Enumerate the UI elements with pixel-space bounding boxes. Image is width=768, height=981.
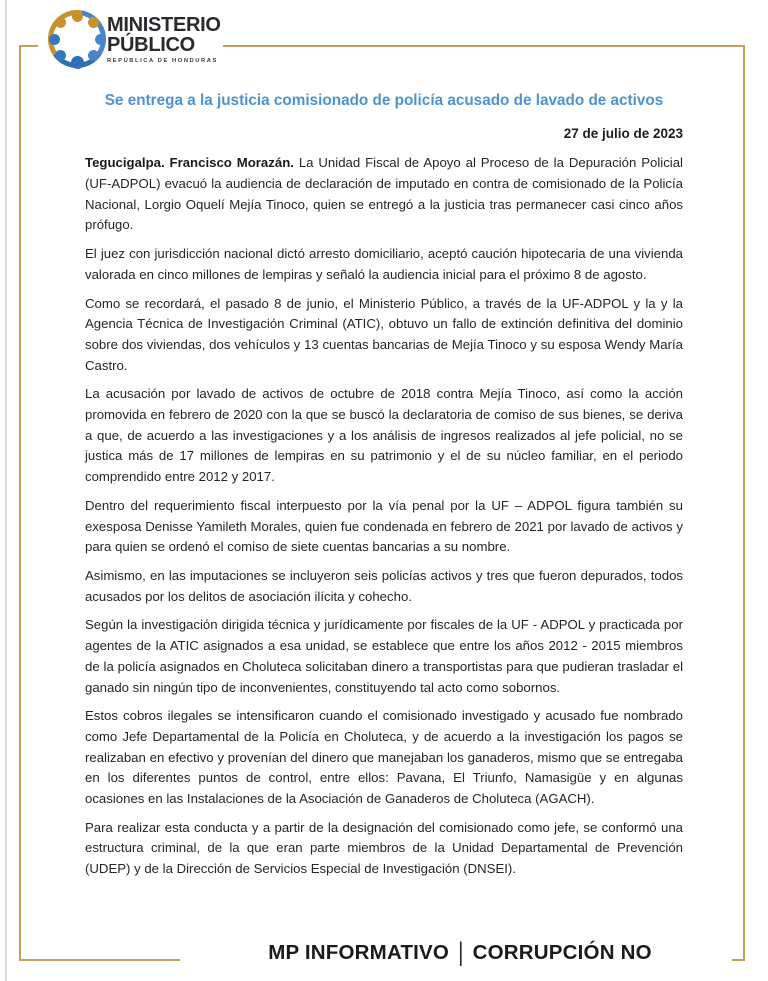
- paragraph: La acusación por lavado de activos de octubre de 2018 contra Mejía Tinoco, así como la acción promovida en febrero de 2020 con la que se buscó la declaratoria de comiso de sus bienes, se deriva a que, de acuerdo a las investigaciones y a los análisis de ingresos realizados al jefe policial, no se justica más de 17 millones de lempiras en su patrimonio y el de su núcleo familiar, en el periodo comprendido entre 2012 y 2017.: [85, 386, 683, 485]
- logo-dot-icon: [71, 56, 84, 69]
- logo-dot-icon: [49, 34, 60, 45]
- paragraph: Estos cobros ilegales se intensificaron cuando el comisionado investigado y acusado fue nombrado como Jefe Departamental de la Policía en Choluteca, y de acuerdo a la investigación los pagos se realizaban en efectivo y provenían del dinero que manejaban los ganaderos, mismo que se entregaba en los diferentes puntos de control, entre ellos: Pavana, El Triunfo, Namasigüe y en algunas ocasiones en las Instalaciones de la Asociación de Ganaderos de Choluteca (AGACH).: [85, 708, 683, 807]
- logo-dot-icon: [88, 50, 99, 61]
- article-body: [85, 153, 683, 880]
- logo-dot-icon: [95, 34, 106, 45]
- footer-banner: [200, 938, 720, 967]
- logo-dot-icon: [72, 11, 83, 22]
- logo-dot-icon: [55, 50, 66, 61]
- article-date: 27 de julio de 2023: [563, 126, 683, 142]
- paragraph: Para realizar esta conducta y a partir de la designación del comisionado como jefe, se conformó una estructura criminal, de la que eran parte miembros de la Unidad Departamental de Prevención (UDEP) y de la Dirección de Servicios Especial de Investigación (DNSEI).: [85, 819, 683, 877]
- article: [85, 92, 683, 888]
- footer-separator: |: [458, 938, 464, 967]
- paragraph: Asimismo, en las imputaciones se incluyeron seis policías activos y tres que fueron depurados, todos acusados por los delitos de asociación ilícita y cohecho.: [85, 568, 683, 604]
- paragraph: Según la investigación dirigida técnica y jurídicamente por fiscales de la UF - ADPOL y practicada por agentes de la ATIC asignados a esa unidad, se establece que entre los años 2012 - 2015 miembros de la policía asignados en Choluteca solicitaban dinero a transportistas para que pudieran trasladar el ganado sin ningún tipo de inconvenientes, constituyendo tal acto como sobornos.: [85, 617, 683, 695]
- paragraph: Tegucigalpa. Francisco Morazán. La Unidad Fiscal de Apoyo al Proceso de la Depuración Policial (UF-ADPOL) evacuó la audiencia de declaración de imputado en contra de comisionado de la Policía Nacional, Lorgio Oquelí Mejía Tinoco, quien se entregó a la justicia tras permanecer casi cinco años prófugo.: [85, 155, 683, 233]
- footer-left-label: MP INFORMATIVO: [268, 941, 450, 964]
- article-headline: Se entrega a la justicia comisionado de policía acusado de lavado de activos: [104, 92, 664, 109]
- logo-subtitle: REPÚBLICA DE HONDURAS: [107, 58, 218, 65]
- logo-dot-icon: [88, 17, 99, 28]
- ministerio-publico-logo-icon: [48, 10, 106, 68]
- paragraph: Como se recordará, el pasado 8 de junio, el Ministerio Público, a través de la UF-ADPOL y la y la Agencia Técnica de Investigación Criminal (ATIC), obtuvo un fallo de extinción definitiva del dominio sobre dos viviendas, dos vehículos y 13 cuentas bancarias de Mejía Tinoco y su esposa Wendy María Castro.: [85, 295, 683, 373]
- logo-wordmark: [107, 16, 267, 65]
- logo-org-line1: MINISTERIO: [107, 14, 221, 36]
- paragraph: Dentro del requerimiento fiscal interpuesto por la vía penal por la UF – ADPOL figura también su exesposa Denisse Yamileth Morales, quien fue condenada en febrero de 2021 por lavado de activos y para quien se ordenó el comiso de siete cuentas bancarias a su nombre.: [85, 497, 683, 555]
- paragraph: El juez con jurisdicción nacional dictó arresto domiciliario, aceptó caución hipotecaria de una vivienda valorada en cinco millones de lempiras y señaló la audiencia inicial para el próximo 8 de agosto.: [85, 246, 683, 282]
- footer-right-label: CORRUPCIÓN NO: [472, 941, 652, 964]
- logo-org-line2: PÚBLICO: [107, 33, 195, 56]
- photo-edge-line: [5, 0, 7, 981]
